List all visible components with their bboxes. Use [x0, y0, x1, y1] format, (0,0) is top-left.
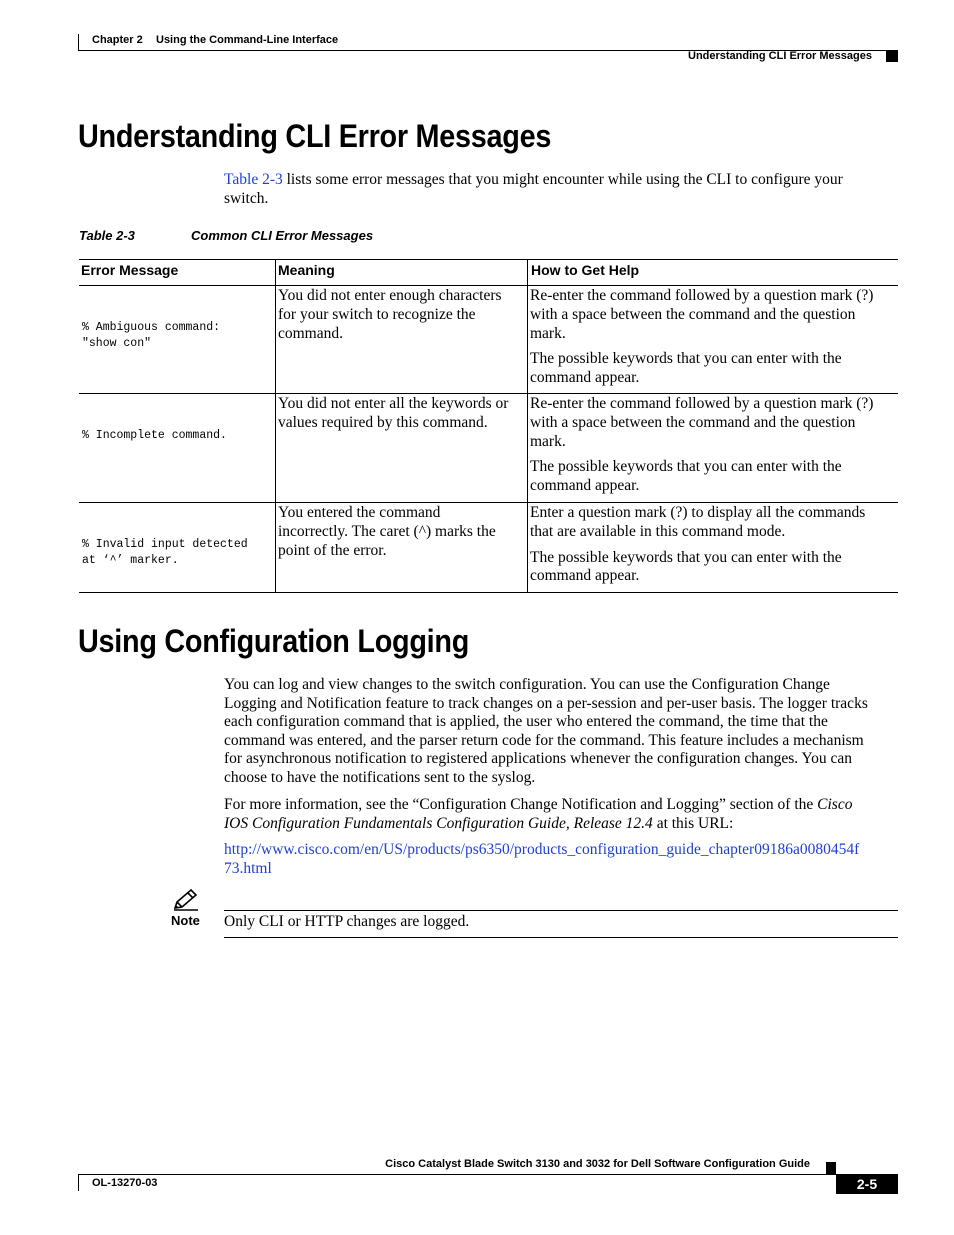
table-cell-error-message: % Ambiguous command: "show con": [82, 321, 221, 350]
table-cell-error-message: % Incomplete command.: [82, 429, 227, 442]
footer-guide-title: Cisco Catalyst Blade Switch 3130 and 3032 for Dell Software Configuration Guide: [385, 1158, 810, 1170]
header-chapter: Chapter 2: [92, 34, 143, 46]
intro-paragraph: [224, 171, 898, 208]
table-cell-help: Re-enter the command followed by a question mark (?) with a space between the command and the question mark. The possible keywords that you can enter with the command appear.: [530, 287, 874, 387]
table-top-rule: [79, 259, 898, 260]
table-caption-title: Common CLI Error Messages: [191, 228, 374, 243]
column-header-error-message: Error Message: [81, 262, 179, 278]
intro-text-line1: lists some error messages that you might encounter while using the CLI to configure your: [282, 171, 843, 188]
table-cell-meaning: You did not enter enough characters for your switch to recognize the command.: [278, 287, 502, 342]
more-info-paragraph: For more information, see the “Configuration Change Notification and Logging” section of the Cisco IOS Configuration Fundamentals Configuration Guide, Release 12.4 at this URL:: [224, 796, 853, 832]
header-section-title: Understanding CLI Error Messages: [688, 50, 872, 62]
column-header-meaning: Meaning: [278, 262, 335, 278]
section-heading-config-logging: Using Configuration Logging: [78, 623, 470, 659]
note-top-rule: [224, 910, 898, 911]
header-chapter-title: Using the Command-Line Interface: [156, 34, 339, 46]
table-cell-help: Re-enter the command followed by a question mark (?) with a space between the command and the question mark. The possible keywords that you can enter with the command appear.: [530, 395, 874, 495]
table-caption-number: Table 2-3: [79, 228, 135, 243]
footer-left-bar: [78, 1174, 79, 1191]
column-header-how-to-get-help: How to Get Help: [531, 262, 640, 278]
table-cell-meaning: You entered the command incorrectly. The caret (^) marks the point of the error.: [278, 504, 496, 559]
section-heading-cli-errors: Understanding CLI Error Messages: [78, 118, 552, 154]
table-column-divider: [275, 259, 276, 593]
table-column-divider: [527, 259, 528, 593]
documentation-url-link[interactable]: http://www.cisco.com/en/US/products/ps6350/products_configuration_guide_chapter09186a0080454f 73.html: [224, 841, 860, 877]
table-cell-error-message: % Invalid input detected at ‘^’ marker.: [82, 538, 248, 567]
note-text: Only CLI or HTTP changes are logged.: [224, 913, 470, 930]
guide-title-italic: Cisco: [817, 796, 853, 813]
note-bottom-rule: [224, 937, 898, 938]
table-reference-link[interactable]: Table 2-3: [224, 171, 283, 188]
footer-marker-square: [826, 1162, 836, 1174]
guide-title-italic: IOS Configuration Fundamentals Configuration Guide, Release 12.4: [224, 814, 653, 832]
table-cell-meaning: You did not enter all the keywords or values required by this command.: [278, 395, 509, 431]
header-marker-square: [886, 50, 898, 62]
footer-page-number: 2-5: [836, 1174, 898, 1194]
logging-paragraph: You can log and view changes to the switch configuration. You can use the Configuration Change Logging and Notification feature to track changes on a per-session and per-user basis. The logger tracks each configuration command that is applied, the user who entered the command, the time that the command was entered, and the parser return code for the command. This feature includes a mechanism for asynchronous notification to registered applications whenever the configuration changes. You can choose to have the notifications sent to the syslog.: [224, 676, 868, 786]
table-cell-help: Enter a question mark (?) to display all the commands that are available in this command mode. The possible keywords that you can enter with the command appear.: [530, 504, 866, 585]
intro-text-line2: switch.: [224, 189, 269, 207]
table-header-rule: [79, 285, 898, 286]
footer-rule: [78, 1174, 836, 1175]
header-left-bar: [78, 34, 79, 51]
note-label: Note: [171, 913, 200, 928]
footer-doc-number: OL-13270-03: [92, 1177, 158, 1189]
